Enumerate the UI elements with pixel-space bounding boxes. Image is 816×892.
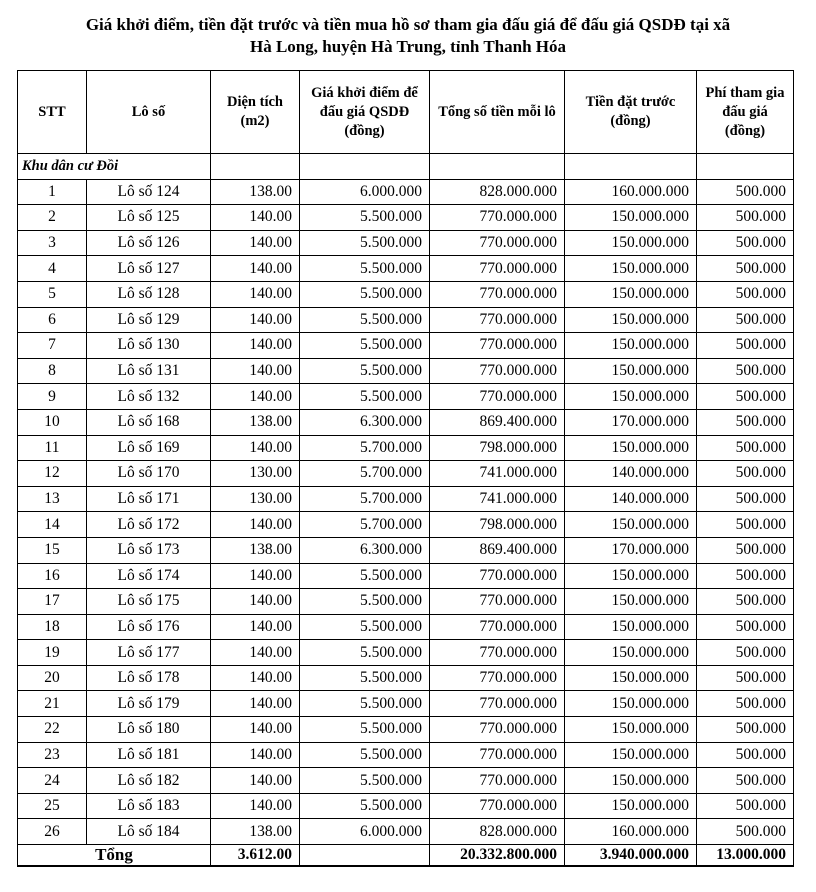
cell-fee: 500.000 — [697, 793, 794, 819]
table-row — [18, 281, 794, 307]
cell-stt: 14 — [18, 512, 87, 538]
header-deposit: Tiền đặt trước (đồng) — [565, 71, 697, 154]
cell-start-price: 5.500.000 — [300, 563, 430, 589]
cell-stt: 11 — [18, 435, 87, 461]
cell-stt: 7 — [18, 333, 87, 359]
table-row — [18, 333, 794, 359]
cell-deposit: 150.000.000 — [565, 614, 697, 640]
cell-fee: 500.000 — [697, 358, 794, 384]
table-row — [18, 563, 794, 589]
cell-start-price: 5.700.000 — [300, 486, 430, 512]
cell-stt: 5 — [18, 281, 87, 307]
table-row — [18, 230, 794, 256]
total-deposit: 3.940.000.000 — [565, 845, 697, 867]
cell-start-price: 5.500.000 — [300, 333, 430, 359]
cell-fee: 500.000 — [697, 307, 794, 333]
cell-area: 130.00 — [211, 486, 300, 512]
cell-lot: Lô số 125 — [87, 205, 211, 231]
cell-deposit: 150.000.000 — [565, 358, 697, 384]
cell-start-price: 5.500.000 — [300, 793, 430, 819]
cell-area: 140.00 — [211, 793, 300, 819]
table-row — [18, 179, 794, 205]
cell-deposit: 150.000.000 — [565, 230, 697, 256]
cell-deposit: 140.000.000 — [565, 461, 697, 487]
cell-area: 140.00 — [211, 665, 300, 691]
cell-area: 138.00 — [211, 819, 300, 845]
cell-deposit: 150.000.000 — [565, 307, 697, 333]
cell-lot: Lô số 128 — [87, 281, 211, 307]
cell-total: 741.000.000 — [430, 486, 565, 512]
cell-total: 770.000.000 — [430, 384, 565, 410]
cell-stt: 26 — [18, 819, 87, 845]
cell-total: 770.000.000 — [430, 717, 565, 743]
cell-lot: Lô số 179 — [87, 691, 211, 717]
table-header-row — [18, 71, 794, 154]
cell-stt: 8 — [18, 358, 87, 384]
cell-total: 798.000.000 — [430, 435, 565, 461]
cell-lot: Lô số 176 — [87, 614, 211, 640]
cell-fee: 500.000 — [697, 512, 794, 538]
cell-lot: Lô số 130 — [87, 333, 211, 359]
cell-total: 770.000.000 — [430, 768, 565, 794]
cell-total: 869.400.000 — [430, 537, 565, 563]
cell-lot: Lô số 177 — [87, 640, 211, 666]
cell-fee: 500.000 — [697, 742, 794, 768]
cell-deposit: 150.000.000 — [565, 640, 697, 666]
cell-area: 140.00 — [211, 512, 300, 538]
cell-deposit: 150.000.000 — [565, 333, 697, 359]
cell-stt: 10 — [18, 409, 87, 435]
cell-deposit: 150.000.000 — [565, 589, 697, 615]
cell-fee: 500.000 — [697, 717, 794, 743]
cell-deposit: 150.000.000 — [565, 768, 697, 794]
cell-lot: Lô số 131 — [87, 358, 211, 384]
cell-start-price: 5.500.000 — [300, 640, 430, 666]
cell-start-price: 5.500.000 — [300, 358, 430, 384]
cell-fee: 500.000 — [697, 384, 794, 410]
header-stt: STT — [18, 71, 87, 154]
table-row — [18, 384, 794, 410]
cell-start-price: 5.500.000 — [300, 281, 430, 307]
cell-total: 770.000.000 — [430, 563, 565, 589]
cell-stt: 23 — [18, 742, 87, 768]
group-row — [18, 154, 794, 180]
cell-fee: 500.000 — [697, 179, 794, 205]
cell-stt: 3 — [18, 230, 87, 256]
cell-lot: Lô số 171 — [87, 486, 211, 512]
cell-area: 140.00 — [211, 614, 300, 640]
cell-total: 770.000.000 — [430, 358, 565, 384]
cell-fee: 500.000 — [697, 563, 794, 589]
cell-deposit: 170.000.000 — [565, 537, 697, 563]
cell-area: 140.00 — [211, 435, 300, 461]
cell-stt: 19 — [18, 640, 87, 666]
total-row — [18, 845, 794, 867]
cell-fee: 500.000 — [697, 256, 794, 282]
table-row — [18, 768, 794, 794]
cell-total: 741.000.000 — [430, 461, 565, 487]
cell-lot: Lô số 178 — [87, 665, 211, 691]
cell-start-price: 5.700.000 — [300, 461, 430, 487]
cell-start-price: 5.700.000 — [300, 435, 430, 461]
table-row — [18, 512, 794, 538]
cell-total: 798.000.000 — [430, 512, 565, 538]
cell-stt: 4 — [18, 256, 87, 282]
cell-area: 138.00 — [211, 409, 300, 435]
table-row — [18, 435, 794, 461]
cell-deposit: 150.000.000 — [565, 256, 697, 282]
cell-lot: Lô số 172 — [87, 512, 211, 538]
cell-lot: Lô số 183 — [87, 793, 211, 819]
group-label: Khu dân cư Đồi — [18, 154, 211, 180]
cell-area: 140.00 — [211, 589, 300, 615]
cell-area: 130.00 — [211, 461, 300, 487]
cell-lot: Lô số 181 — [87, 742, 211, 768]
table-row — [18, 742, 794, 768]
cell-start-price: 5.700.000 — [300, 512, 430, 538]
cell-fee: 500.000 — [697, 589, 794, 615]
cell-lot: Lô số 168 — [87, 409, 211, 435]
cell-total: 770.000.000 — [430, 614, 565, 640]
table-row — [18, 640, 794, 666]
cell-total: 770.000.000 — [430, 793, 565, 819]
cell-total: 770.000.000 — [430, 307, 565, 333]
cell-fee: 500.000 — [697, 768, 794, 794]
cell-lot: Lô số 182 — [87, 768, 211, 794]
total-amount: 20.332.800.000 — [430, 845, 565, 867]
cell-total: 770.000.000 — [430, 230, 565, 256]
cell-stt: 25 — [18, 793, 87, 819]
cell-lot: Lô số 126 — [87, 230, 211, 256]
cell-fee: 500.000 — [697, 333, 794, 359]
cell-lot: Lô số 169 — [87, 435, 211, 461]
table-row — [18, 793, 794, 819]
cell-lot: Lô số 127 — [87, 256, 211, 282]
header-lot: Lô số — [87, 71, 211, 154]
cell-lot: Lô số 170 — [87, 461, 211, 487]
cell-deposit: 150.000.000 — [565, 281, 697, 307]
cell-area: 138.00 — [211, 537, 300, 563]
cell-total: 828.000.000 — [430, 179, 565, 205]
cell-stt: 13 — [18, 486, 87, 512]
cell-deposit: 150.000.000 — [565, 512, 697, 538]
cell-fee: 500.000 — [697, 819, 794, 845]
cell-total: 770.000.000 — [430, 589, 565, 615]
cell-deposit: 150.000.000 — [565, 384, 697, 410]
cell-start-price: 5.500.000 — [300, 691, 430, 717]
cell-deposit: 150.000.000 — [565, 793, 697, 819]
cell-fee: 500.000 — [697, 640, 794, 666]
cell-stt: 22 — [18, 717, 87, 743]
cell-stt: 17 — [18, 589, 87, 615]
cell-area: 138.00 — [211, 179, 300, 205]
cell-start-price: 6.300.000 — [300, 537, 430, 563]
cell-start-price: 6.000.000 — [300, 819, 430, 845]
cell-area: 140.00 — [211, 742, 300, 768]
cell-deposit: 150.000.000 — [565, 205, 697, 231]
cell-lot: Lô số 180 — [87, 717, 211, 743]
cell-fee: 500.000 — [697, 230, 794, 256]
cell-deposit: 150.000.000 — [565, 691, 697, 717]
cell-deposit: 160.000.000 — [565, 179, 697, 205]
cell-total: 770.000.000 — [430, 665, 565, 691]
cell-total: 770.000.000 — [430, 333, 565, 359]
cell-stt: 15 — [18, 537, 87, 563]
header-total: Tổng số tiền mỗi lô — [430, 71, 565, 154]
table-row — [18, 307, 794, 333]
cell-start-price: 5.500.000 — [300, 717, 430, 743]
cell-start-price: 5.500.000 — [300, 307, 430, 333]
cell-lot: Lô số 173 — [87, 537, 211, 563]
table-row — [18, 665, 794, 691]
cell-area: 140.00 — [211, 205, 300, 231]
table-row — [18, 409, 794, 435]
cell-stt: 9 — [18, 384, 87, 410]
cell-area: 140.00 — [211, 230, 300, 256]
cell-start-price: 5.500.000 — [300, 384, 430, 410]
cell-total: 770.000.000 — [430, 742, 565, 768]
cell-area: 140.00 — [211, 384, 300, 410]
cell-total: 770.000.000 — [430, 691, 565, 717]
cell-start-price: 5.500.000 — [300, 205, 430, 231]
cell-lot: Lô số 175 — [87, 589, 211, 615]
cell-lot: Lô số 132 — [87, 384, 211, 410]
cell-area: 140.00 — [211, 358, 300, 384]
cell-stt: 6 — [18, 307, 87, 333]
cell-deposit: 140.000.000 — [565, 486, 697, 512]
table-row — [18, 614, 794, 640]
cell-start-price: 5.500.000 — [300, 614, 430, 640]
cell-area: 140.00 — [211, 717, 300, 743]
cell-area: 140.00 — [211, 691, 300, 717]
cell-deposit: 150.000.000 — [565, 742, 697, 768]
cell-stt: 20 — [18, 665, 87, 691]
cell-area: 140.00 — [211, 256, 300, 282]
cell-area: 140.00 — [211, 563, 300, 589]
table-row — [18, 358, 794, 384]
cell-start-price: 5.500.000 — [300, 256, 430, 282]
title-line-2: Hà Long, huyện Hà Trung, tỉnh Thanh Hóa — [249, 37, 567, 56]
table-row — [18, 486, 794, 512]
cell-area: 140.00 — [211, 768, 300, 794]
cell-deposit: 160.000.000 — [565, 819, 697, 845]
total-area: 3.612.00 — [211, 845, 300, 867]
cell-total: 770.000.000 — [430, 281, 565, 307]
cell-deposit: 150.000.000 — [565, 717, 697, 743]
cell-fee: 500.000 — [697, 281, 794, 307]
title-line-1: Giá khởi điểm, tiền đặt trước và tiền mua hồ sơ tham gia đấu giá để đấu giá QSDĐ tại xã — [85, 15, 731, 34]
cell-area: 140.00 — [211, 281, 300, 307]
cell-fee: 500.000 — [697, 486, 794, 512]
total-start — [300, 845, 430, 867]
cell-area: 140.00 — [211, 640, 300, 666]
cell-fee: 500.000 — [697, 205, 794, 231]
cell-total: 828.000.000 — [430, 819, 565, 845]
table-row — [18, 589, 794, 615]
cell-deposit: 150.000.000 — [565, 563, 697, 589]
header-start-price: Giá khởi điểm để đấu giá QSDĐ (đồng) — [300, 71, 430, 154]
header-fee: Phí tham gia đấu giá (đồng) — [697, 71, 794, 154]
header-area: Diện tích (m2) — [211, 71, 300, 154]
cell-start-price: 5.500.000 — [300, 742, 430, 768]
cell-total: 770.000.000 — [430, 256, 565, 282]
total-label: Tổng — [18, 845, 211, 867]
cell-start-price: 5.500.000 — [300, 230, 430, 256]
cell-area: 140.00 — [211, 307, 300, 333]
cell-fee: 500.000 — [697, 665, 794, 691]
cell-total: 869.400.000 — [430, 409, 565, 435]
auction-price-table — [17, 70, 794, 867]
cell-fee: 500.000 — [697, 537, 794, 563]
cell-start-price: 5.500.000 — [300, 665, 430, 691]
table-row — [18, 819, 794, 845]
total-fee: 13.000.000 — [697, 845, 794, 867]
cell-start-price: 5.500.000 — [300, 589, 430, 615]
cell-lot: Lô số 129 — [87, 307, 211, 333]
cell-fee: 500.000 — [697, 435, 794, 461]
cell-stt: 2 — [18, 205, 87, 231]
cell-deposit: 170.000.000 — [565, 409, 697, 435]
cell-stt: 24 — [18, 768, 87, 794]
table-row — [18, 256, 794, 282]
cell-lot: Lô số 184 — [87, 819, 211, 845]
cell-fee: 500.000 — [697, 461, 794, 487]
table-row — [18, 537, 794, 563]
cell-total: 770.000.000 — [430, 640, 565, 666]
cell-total: 770.000.000 — [430, 205, 565, 231]
cell-area: 140.00 — [211, 333, 300, 359]
table-row — [18, 717, 794, 743]
table-row — [18, 461, 794, 487]
cell-fee: 500.000 — [697, 614, 794, 640]
cell-fee: 500.000 — [697, 691, 794, 717]
cell-stt: 18 — [18, 614, 87, 640]
cell-start-price: 6.300.000 — [300, 409, 430, 435]
cell-lot: Lô số 174 — [87, 563, 211, 589]
table-row — [18, 205, 794, 231]
cell-stt: 21 — [18, 691, 87, 717]
cell-stt: 1 — [18, 179, 87, 205]
cell-deposit: 150.000.000 — [565, 665, 697, 691]
table-row — [18, 691, 794, 717]
cell-stt: 16 — [18, 563, 87, 589]
cell-stt: 12 — [18, 461, 87, 487]
cell-start-price: 6.000.000 — [300, 179, 430, 205]
cell-deposit: 150.000.000 — [565, 435, 697, 461]
cell-fee: 500.000 — [697, 409, 794, 435]
cell-start-price: 5.500.000 — [300, 768, 430, 794]
cell-lot: Lô số 124 — [87, 179, 211, 205]
document-title — [0, 14, 816, 58]
